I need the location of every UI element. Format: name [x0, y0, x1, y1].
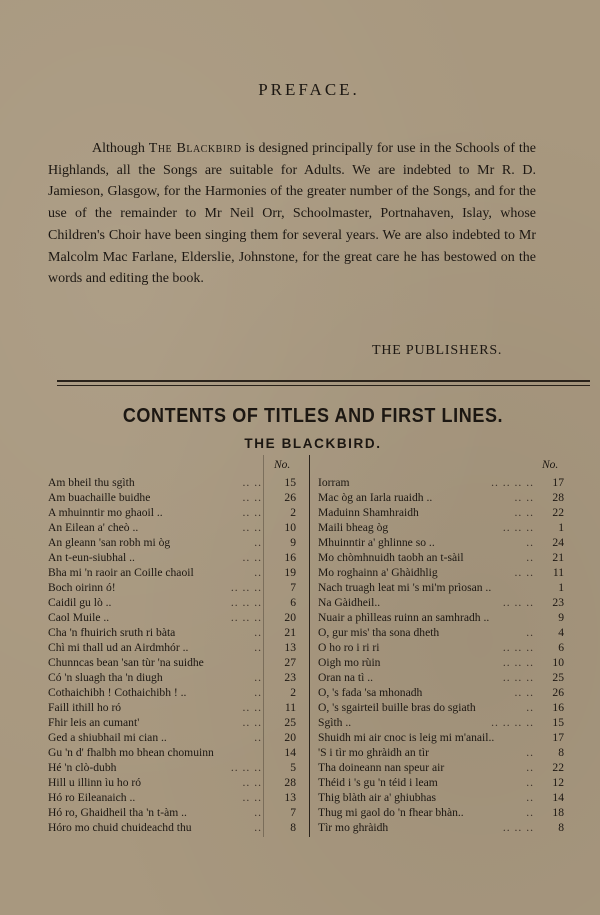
contents-entry — [48, 685, 298, 700]
entry-title: O ho ro i ri ri — [318, 641, 380, 654]
entry-title: Có 'n sluagh tha 'n diugh — [48, 671, 163, 684]
entry-title: Hé 'n clò-dubh — [48, 761, 117, 774]
preface-text-start: Although — [92, 141, 149, 156]
entry-leader-dots: .. — [526, 776, 534, 789]
preface-title: PREFACE. — [258, 80, 360, 99]
entry-title: Hó ro Eileanaich .. — [48, 791, 136, 804]
entry-title: Hóro mo chuid chuideachd thu — [48, 821, 192, 834]
entry-leader-dots: .. .. .. — [502, 641, 534, 654]
entry-title: O, 's sgairteil buille bras do sgiath — [318, 701, 476, 714]
entry-leader-dots: .. .. .. .. — [491, 716, 534, 729]
contents-entry — [48, 760, 298, 775]
entry-leader-dots: .. .. .. — [230, 596, 262, 609]
entry-number: 17 — [552, 731, 564, 744]
contents-entry — [48, 565, 298, 580]
contents-entry — [48, 490, 298, 505]
contents-entry — [318, 565, 566, 580]
contents-entry — [48, 655, 298, 670]
contents-entry — [318, 505, 566, 520]
entry-number: 19 — [284, 566, 296, 579]
entry-number: 15 — [552, 716, 564, 729]
entry-leader-dots: .. — [254, 806, 262, 819]
contents-entry — [318, 550, 566, 565]
contents-entry — [318, 610, 566, 625]
contents-entry — [318, 730, 566, 745]
entry-title: Maili bheag òg — [318, 521, 389, 534]
divider-rule-bottom — [57, 385, 590, 386]
entry-number: 18 — [552, 806, 564, 819]
contents-entry — [48, 700, 298, 715]
entry-leader-dots: .. .. — [242, 701, 262, 714]
entry-title: Cothaichibh ! Cothaichibh ! .. — [48, 686, 187, 699]
entry-leader-dots: .. .. — [242, 506, 262, 519]
entry-leader-dots: .. — [526, 701, 534, 714]
entry-number: 10 — [284, 521, 296, 534]
entry-leader-dots: .. — [526, 536, 534, 549]
entry-title: An gleann 'san robh mi òg — [48, 536, 171, 549]
entry-number: 17 — [552, 476, 564, 489]
column-divider — [309, 455, 310, 837]
entry-title: An t-eun-siubhal .. — [48, 551, 135, 564]
entry-number: 13 — [284, 791, 296, 804]
entry-title: Théid i 's gu 'n téid i leam — [318, 776, 438, 789]
divider-rule-top — [57, 380, 590, 382]
entry-leader-dots: .. .. .. — [230, 611, 262, 624]
entry-number: 25 — [284, 716, 296, 729]
entry-title: Mo roghainn a' Ghàidhlig — [318, 566, 438, 579]
contents-entry — [318, 625, 566, 640]
entry-number: 2 — [290, 686, 296, 699]
contents-entry — [48, 745, 298, 760]
entry-leader-dots: .. — [526, 806, 534, 819]
entry-leader-dots: .. .. .. — [502, 656, 534, 669]
contents-entry — [318, 640, 566, 655]
number-header-left — [48, 459, 298, 475]
contents-entry — [48, 520, 298, 535]
entry-number: 22 — [552, 506, 564, 519]
entry-title: Nuair a phìlleas ruinn an samhradh .. — [318, 611, 490, 624]
entry-title: Thig blàth air a' ghiubhas — [318, 791, 436, 804]
contents-entry — [318, 490, 566, 505]
entry-leader-dots: .. — [526, 551, 534, 564]
entry-number: 15 — [284, 476, 296, 489]
entry-leader-dots: .. — [526, 761, 534, 774]
contents-entry — [48, 475, 298, 490]
contents-entry — [48, 595, 298, 610]
entry-leader-dots: .. .. — [242, 776, 262, 789]
entry-number: 7 — [290, 581, 296, 594]
entry-leader-dots: .. — [254, 536, 262, 549]
entry-number: 5 — [290, 761, 296, 774]
entry-number: 10 — [552, 656, 564, 669]
contents-entry — [48, 670, 298, 685]
entry-title: Mo chòmhnuidh taobh an t-sàil — [318, 551, 464, 564]
no-label: No. — [542, 459, 559, 471]
contents-book-title: THE BLACKBIRD. — [244, 436, 382, 451]
entry-leader-dots: .. .. .. — [502, 821, 534, 834]
contents-entry — [318, 595, 566, 610]
preface-text — [48, 138, 536, 290]
entry-leader-dots: .. .. — [242, 491, 262, 504]
entry-number: 24 — [552, 536, 564, 549]
entry-leader-dots: .. .. — [514, 566, 534, 579]
entry-title: Caol Muile .. — [48, 611, 110, 624]
entry-title: Boch oirinn ó! — [48, 581, 116, 594]
contents-left-column — [48, 459, 298, 835]
entry-leader-dots: .. .. .. — [230, 581, 262, 594]
entry-number: 4 — [558, 626, 564, 639]
entry-leader-dots: .. — [526, 626, 534, 639]
entry-number: 12 — [552, 776, 564, 789]
contents-entry — [318, 760, 566, 775]
entry-leader-dots: .. — [526, 791, 534, 804]
entry-title: Cha 'n fhuirich sruth ri bàta — [48, 626, 176, 639]
contents-entry — [48, 580, 298, 595]
entry-number: 16 — [284, 551, 296, 564]
entry-title: Fhir leis an cumant' — [48, 716, 140, 729]
contents-entry — [48, 610, 298, 625]
entry-title: Hill u illinn ìu ho ró — [48, 776, 142, 789]
contents-entry — [318, 535, 566, 550]
contents-entry — [318, 775, 566, 790]
left-entries — [48, 475, 298, 835]
entry-leader-dots: .. — [526, 746, 534, 759]
publishers-signature: THE PUBLISHERS. — [372, 343, 503, 358]
contents-entry — [318, 685, 566, 700]
entry-number: 7 — [290, 806, 296, 819]
entry-title: Am buachaille buidhe — [48, 491, 151, 504]
entry-leader-dots: .. .. .. — [502, 671, 534, 684]
entry-leader-dots: .. .. — [242, 476, 262, 489]
contents-entry — [318, 745, 566, 760]
contents-entry — [318, 520, 566, 535]
contents-entry — [318, 820, 566, 835]
entry-title: Faill ithill ho ró — [48, 701, 122, 714]
entry-number: 27 — [284, 656, 296, 669]
entry-number: 20 — [284, 611, 296, 624]
contents-entry — [318, 805, 566, 820]
entry-leader-dots: .. — [254, 686, 262, 699]
entry-number: 21 — [284, 626, 296, 639]
contents-entry — [48, 550, 298, 565]
entry-number: 28 — [552, 491, 564, 504]
preface-paragraph — [48, 138, 536, 290]
entry-title: Mhuinntir a' ghlinne so .. — [318, 536, 435, 549]
preface-text-rest: is designed principally for use in the Schools of the Highlands, all the Songs are suitable for Adults. We are indebted to Mr R. D. Jamieson, Glasgow, for the Harmonies of the greater number of the Songs, and for the use of the remainder to Mr Neil Orr, Schoolmaster, Portnahaven, Islay, whose Children's Choir have been singing them for several years. We are also indebted to Mr Malcolm Mac Farlane, Elderslie, Johnstone, for the great care he has bestowed on the words and editing the book. — [48, 141, 536, 287]
entry-leader-dots: .. — [254, 641, 262, 654]
entry-number: 6 — [558, 641, 564, 654]
entry-number: 14 — [552, 791, 564, 804]
contents-entry — [48, 730, 298, 745]
entry-number: 8 — [558, 746, 564, 759]
entry-number: 1 — [558, 581, 564, 594]
entry-leader-dots: .. — [254, 671, 262, 684]
book-name: The Blackbird — [148, 141, 242, 156]
contents-title: CONTENTS OF TITLES AND FIRST LINES. — [122, 403, 504, 427]
entry-title: Oigh mo rùin — [318, 656, 381, 669]
contents-entry — [48, 715, 298, 730]
entry-title: Caidil gu lò .. — [48, 596, 112, 609]
contents-entry — [318, 790, 566, 805]
entry-leader-dots: .. .. — [514, 506, 534, 519]
contents-entry — [48, 625, 298, 640]
entry-title: Hó ro, Ghaidheil tha 'n t-àm .. — [48, 806, 187, 819]
entry-title: Mac òg an Iarla ruaidh .. — [318, 491, 433, 504]
entry-leader-dots: .. .. .. — [502, 596, 534, 609]
entry-title: Bha mi 'n raoir an Coille chaoil — [48, 566, 194, 579]
entry-leader-dots: .. — [254, 731, 262, 744]
contents-entry — [318, 670, 566, 685]
entry-leader-dots: .. — [254, 626, 262, 639]
entry-title: Gu 'n d' fhalbh mo bhean chomuinn — [48, 746, 214, 759]
entry-number: 8 — [558, 821, 564, 834]
entry-leader-dots: .. .. — [242, 521, 262, 534]
contents-entry — [48, 535, 298, 550]
contents-entry — [48, 775, 298, 790]
entry-title: O, 's fada 'sa mhonadh — [318, 686, 423, 699]
right-entries — [318, 475, 566, 835]
contents-entry — [48, 820, 298, 835]
entry-title: Na Gàidheil.. — [318, 596, 381, 609]
contents-entry — [318, 700, 566, 715]
entry-leader-dots: .. .. — [242, 716, 262, 729]
contents-entry — [48, 805, 298, 820]
entry-title: Thug mi gaol do 'n fhear bhàn.. — [318, 806, 464, 819]
entry-title: O, gur mis' tha sona dheth — [318, 626, 440, 639]
entry-number: 26 — [552, 686, 564, 699]
contents-right-column — [318, 459, 566, 835]
entry-title: Tìr mo ghràidh — [318, 821, 389, 834]
contents-entry — [318, 655, 566, 670]
entry-number: 23 — [552, 596, 564, 609]
entry-title: Oran na tì .. — [318, 671, 374, 684]
number-header-right — [318, 459, 566, 475]
no-label: No. — [274, 459, 291, 471]
entry-number: 6 — [290, 596, 296, 609]
entry-title: A mhuinntir mo ghaoil .. — [48, 506, 163, 519]
entry-leader-dots: .. .. — [242, 551, 262, 564]
contents-entry — [318, 715, 566, 730]
entry-number: 2 — [290, 506, 296, 519]
entry-title: Maduinn Shamhraidh — [318, 506, 419, 519]
contents-entry — [318, 475, 566, 490]
entry-title: An Eilean a' cheò .. — [48, 521, 139, 534]
entry-title: Chunncas bean 'san tùr 'na suidhe — [48, 656, 204, 669]
entry-number: 9 — [558, 611, 564, 624]
entry-number: 16 — [552, 701, 564, 714]
entry-title: Ged a shiubhail mi cian .. — [48, 731, 167, 744]
entry-title: Am bheil thu sgìth — [48, 476, 135, 489]
entry-number: 25 — [552, 671, 564, 684]
entry-leader-dots: .. .. — [514, 491, 534, 504]
entry-number: 14 — [284, 746, 296, 759]
entry-leader-dots: .. .. — [514, 686, 534, 699]
entry-title: Sgìth .. — [318, 716, 352, 729]
entry-leader-dots: .. — [254, 566, 262, 579]
entry-leader-dots: .. .. .. — [230, 761, 262, 774]
contents-entry — [48, 505, 298, 520]
entry-number: 21 — [552, 551, 564, 564]
entry-number: 23 — [284, 671, 296, 684]
entry-number: 28 — [284, 776, 296, 789]
contents-entry — [48, 640, 298, 655]
entry-number: 22 — [552, 761, 564, 774]
entry-number: 9 — [290, 536, 296, 549]
entry-number: 8 — [290, 821, 296, 834]
entry-title: Chì mi thall ud an Airdmhór .. — [48, 641, 189, 654]
entry-leader-dots: .. .. .. .. — [491, 476, 534, 489]
entry-leader-dots: .. .. — [242, 791, 262, 804]
entry-title: Nach truagh leat mi 's mi'm prìosan .. — [318, 581, 492, 594]
contents-entry — [318, 580, 566, 595]
entry-number: 20 — [284, 731, 296, 744]
entry-number: 1 — [558, 521, 564, 534]
entry-title: Shuidh mi air cnoc is leig mi m'anail.. — [318, 731, 495, 744]
entry-number: 13 — [284, 641, 296, 654]
entry-leader-dots: .. — [254, 821, 262, 834]
entry-title: Iorram — [318, 476, 350, 489]
entry-number: 26 — [284, 491, 296, 504]
entry-number: 11 — [284, 701, 296, 714]
contents-entry — [48, 790, 298, 805]
entry-title: Tha doineann nan speur air — [318, 761, 445, 774]
entry-number: 11 — [552, 566, 564, 579]
entry-leader-dots: .. .. .. — [502, 521, 534, 534]
entry-title: 'S i tìr mo ghràidh an tìr — [318, 746, 429, 759]
